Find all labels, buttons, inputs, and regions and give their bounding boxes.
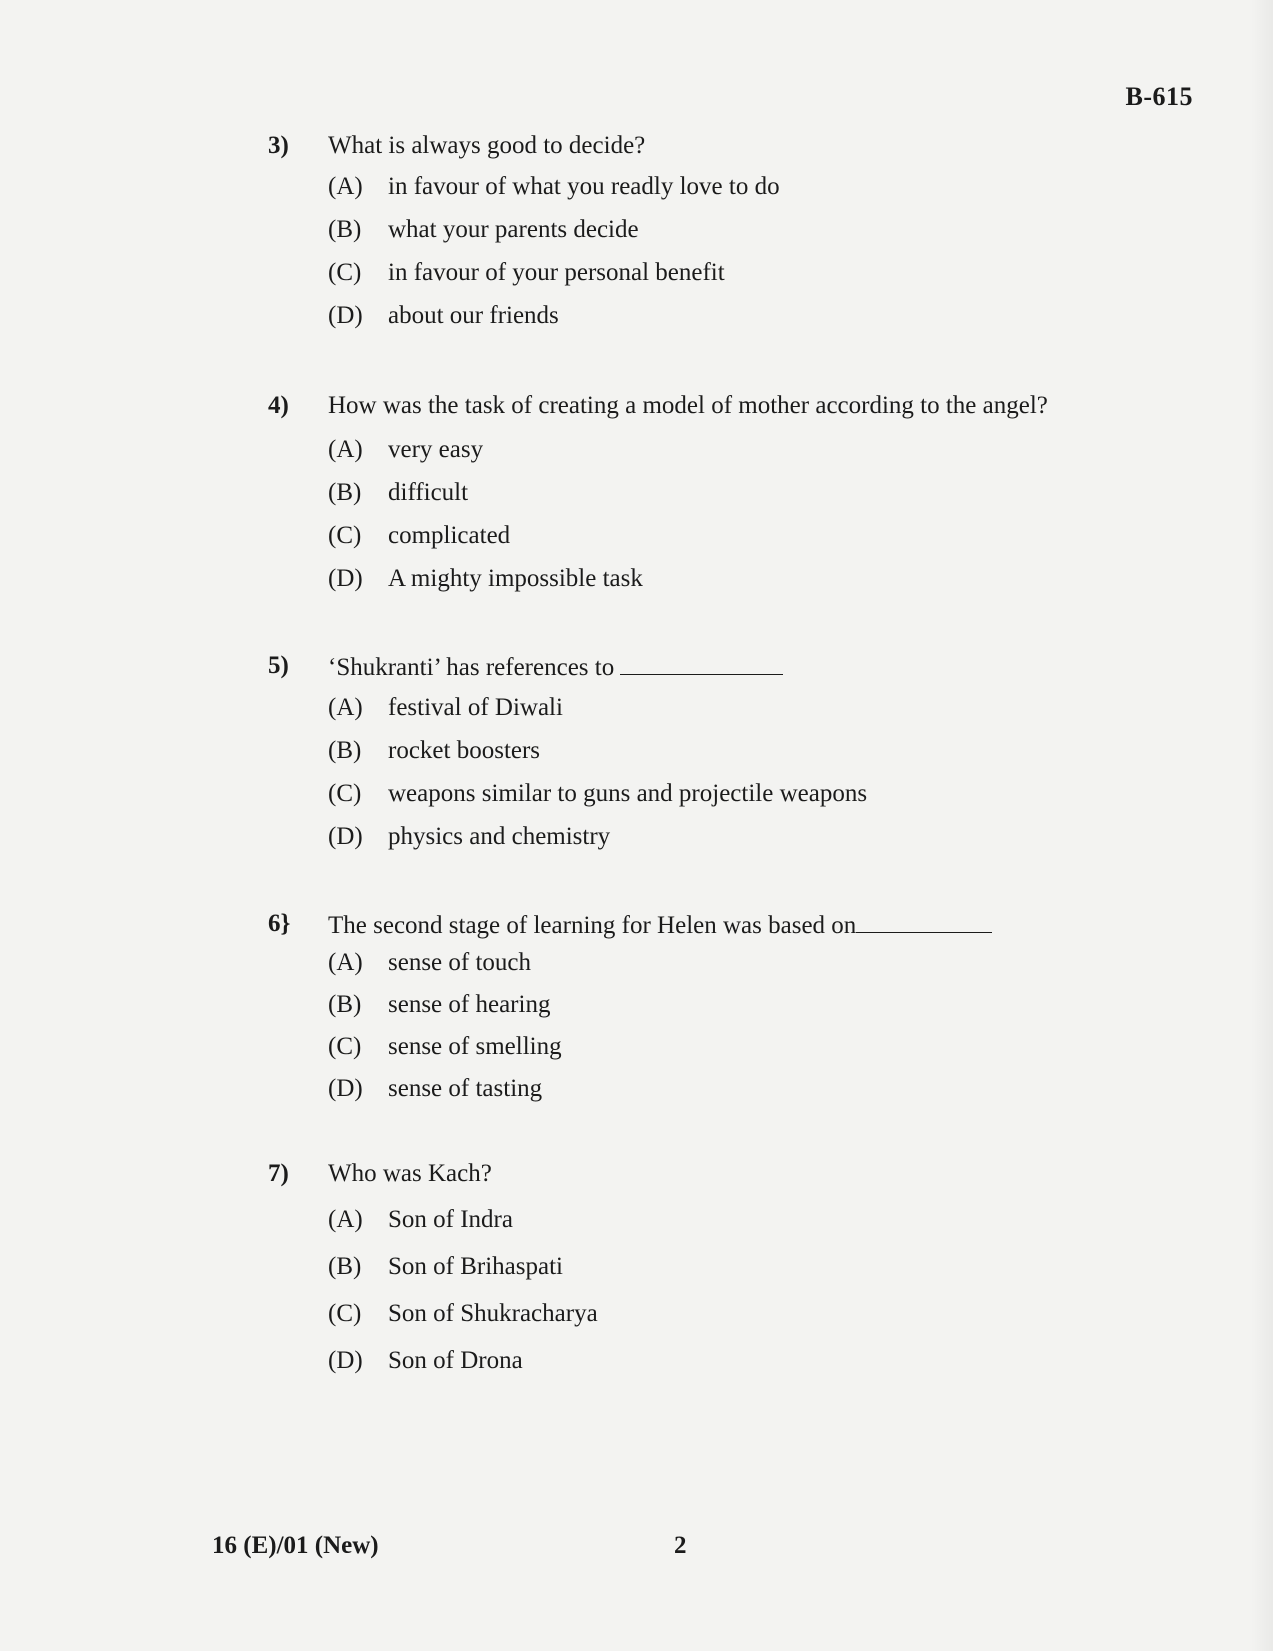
question-number: 7)	[268, 1160, 289, 1187]
option-b	[268, 216, 1118, 248]
question-text	[328, 652, 783, 682]
option-text: festival of Diwali	[388, 694, 563, 721]
option-letter: (C)	[328, 522, 362, 549]
option-a	[268, 1206, 1118, 1238]
question-line	[268, 652, 1118, 684]
question-text: Who was Kach?	[328, 1160, 492, 1187]
question-number: 5)	[268, 652, 289, 679]
option-text: A mighty impossible task	[388, 565, 643, 592]
question-line	[268, 392, 1118, 424]
question-number: 6}	[268, 910, 291, 937]
option-letter: (B)	[328, 737, 362, 764]
option-text: rocket boosters	[388, 737, 541, 764]
question-line	[268, 132, 1118, 164]
question-number: 4)	[268, 392, 289, 419]
option-a	[268, 173, 1118, 205]
question-line	[268, 1160, 1118, 1192]
option-text: sense of tasting	[388, 1075, 543, 1102]
option-letter: (A)	[328, 436, 363, 463]
option-a	[268, 694, 1118, 726]
option-a	[268, 949, 1118, 981]
option-letter: (D)	[328, 1075, 363, 1102]
option-c	[268, 780, 1118, 812]
option-letter: (B)	[328, 991, 362, 1018]
option-text: Son of Shukracharya	[388, 1300, 598, 1327]
question-number: 3)	[268, 132, 289, 159]
option-letter: (D)	[328, 1347, 363, 1374]
option-text: physics and chemistry	[388, 823, 611, 850]
option-d	[268, 823, 1118, 855]
answer-blank	[620, 652, 783, 675]
paper-code-header: B-615	[1125, 82, 1193, 111]
option-text: sense of hearing	[388, 991, 551, 1018]
option-letter: (C)	[328, 780, 362, 807]
option-letter: (D)	[328, 302, 363, 329]
option-d	[268, 565, 1118, 597]
question-7	[268, 1160, 1118, 1379]
option-letter: (A)	[328, 173, 363, 200]
option-text: in favour of what you readly love to do	[388, 173, 780, 200]
option-b	[268, 479, 1118, 511]
option-text: Son of Indra	[388, 1206, 513, 1233]
footer-paper-code: 16 (E)/01 (New)	[212, 1532, 379, 1559]
option-text: in favour of your personal benefit	[388, 259, 725, 286]
option-text: about our friends	[388, 302, 559, 329]
option-text: Son of Drona	[388, 1347, 523, 1374]
option-letter: (B)	[328, 1253, 362, 1280]
question-text-content: ‘Shukranti’ has references to	[328, 654, 615, 681]
option-letter: (C)	[328, 1033, 362, 1060]
option-c	[268, 1300, 1118, 1332]
question-text	[328, 910, 992, 940]
question-6	[268, 910, 1118, 1107]
question-text-content: The second stage of learning for Helen was based on	[328, 912, 857, 939]
question-3	[268, 132, 1118, 334]
option-text: difficult	[388, 479, 469, 506]
question-text: How was the task of creating a model of mother according to the angel?	[328, 392, 1048, 419]
option-d	[268, 302, 1118, 334]
option-text: complicated	[388, 522, 511, 549]
question-4	[268, 392, 1118, 597]
option-text: weapons similar to guns and projectile weapons	[388, 780, 868, 807]
option-b	[268, 991, 1118, 1023]
option-a	[268, 436, 1118, 468]
option-c	[268, 259, 1118, 291]
option-letter: (D)	[328, 565, 363, 592]
option-letter: (D)	[328, 823, 363, 850]
option-text: Son of Brihaspati	[388, 1253, 563, 1280]
option-text: sense of touch	[388, 949, 532, 976]
option-text: very easy	[388, 436, 484, 463]
option-c	[268, 522, 1118, 554]
option-d	[268, 1075, 1118, 1107]
option-letter: (A)	[328, 1206, 363, 1233]
option-text: what your parents decide	[388, 216, 639, 243]
footer-page-number: 2	[674, 1532, 687, 1559]
option-letter: (B)	[328, 479, 362, 506]
option-d	[268, 1347, 1118, 1379]
option-b	[268, 737, 1118, 769]
option-b	[268, 1253, 1118, 1285]
answer-blank	[856, 910, 992, 933]
option-c	[268, 1033, 1118, 1065]
question-5	[268, 652, 1118, 855]
option-letter: (C)	[328, 1300, 362, 1327]
option-text: sense of smelling	[388, 1033, 562, 1060]
option-letter: (A)	[328, 949, 363, 976]
question-line	[268, 910, 1118, 942]
page-edge-shadow	[1251, 0, 1273, 1651]
question-text: What is always good to decide?	[328, 132, 646, 159]
option-letter: (C)	[328, 259, 362, 286]
option-letter: (B)	[328, 216, 362, 243]
option-letter: (A)	[328, 694, 363, 721]
